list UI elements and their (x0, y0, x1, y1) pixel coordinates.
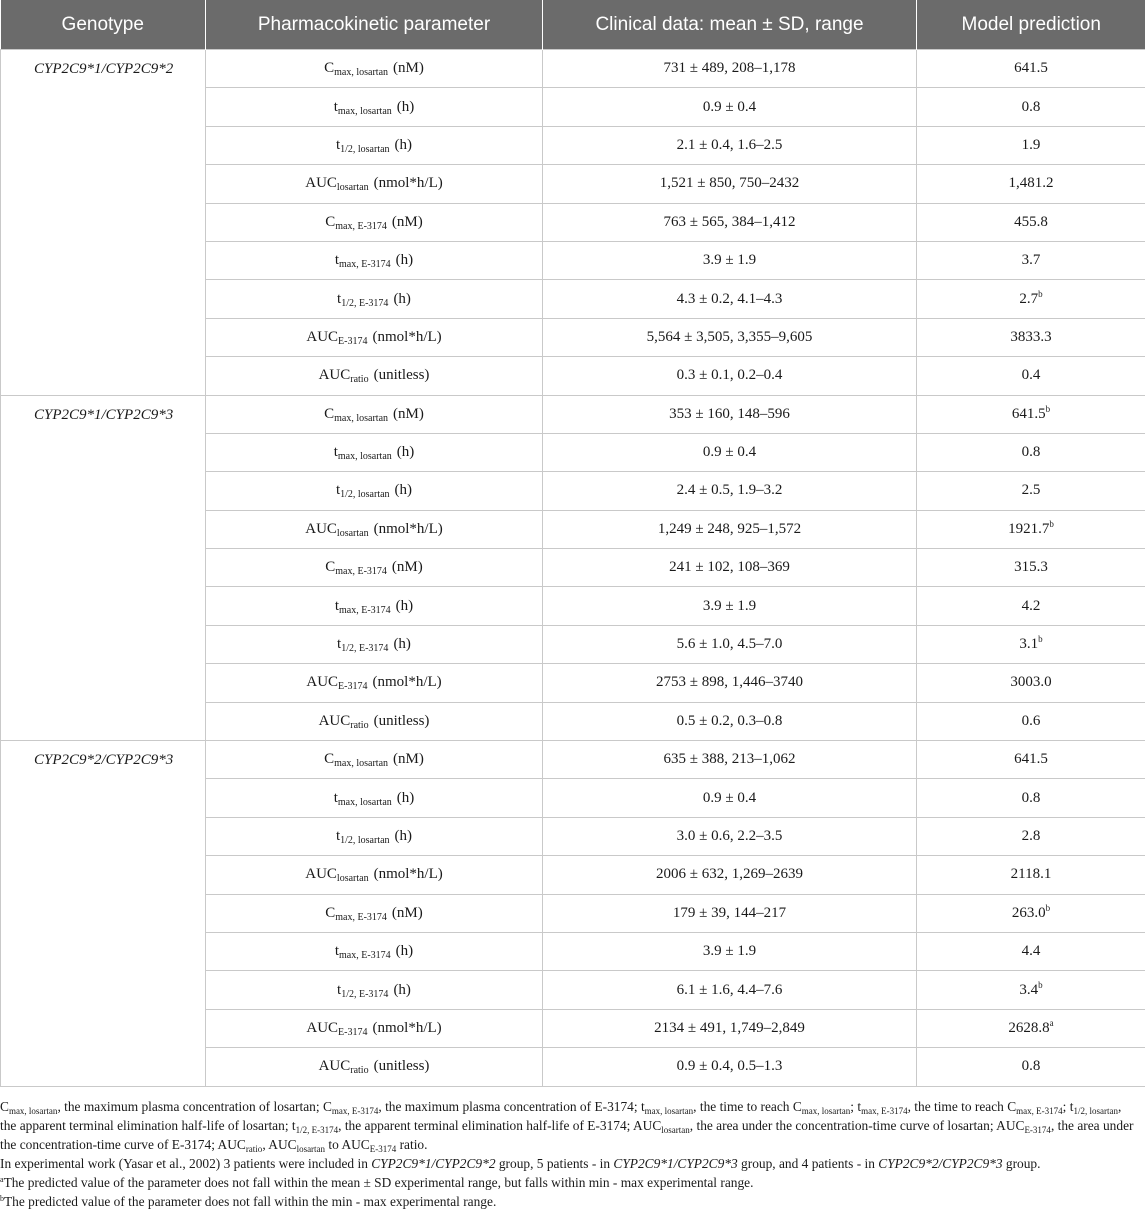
clinical-cell: 2.1 ± 0.4, 1.6–2.5 (543, 126, 917, 164)
clinical-cell: 3.9 ± 1.9 (543, 241, 917, 279)
prediction-value: 0.8 (1021, 789, 1041, 806)
parameter-symbol: C (325, 213, 336, 230)
abbreviations-note: $C_{max, losartan}$, the maximum plasma concentration of losartan; $C_{max, E-3174}$, the maximum plasma concentration of E-3174; $t_{max, losartan}$, the time to reach $C_{max, losartan}$; $t_{max, E-3174}$, the time to reach $C_{max, E-3174}$; $t_{1/2, losartan}$, the apparent terminal elimination half-life of losartan; $t_{1/2, E-3174}$, the apparent terminal elimination half-life of E-3174; $AUC_{losartan}$, the area under the concentration-time curve of losartan; $AUC_{E-3174}$, the area under the concentration-time curve of E-3174; $AUC_{ratio}$, $AUC_{losartan}$ to $AUC_{E-3174}$ ratio. (0, 1099, 1134, 1154)
parameter-subscript: max, E-3174 (339, 604, 391, 616)
parameter-subscript: 1/2, E-3174 (341, 297, 389, 309)
prediction-footnote-mark: b (1045, 902, 1051, 913)
parameter-unit: (nM) (393, 60, 424, 77)
parameter-symbol: AUC (318, 1058, 351, 1075)
header-prediction: Model prediction (917, 0, 1145, 50)
prediction-value: 2.7 (1019, 290, 1039, 307)
parameter-subscript: 1/2, E-3174 (341, 643, 389, 655)
parameter-symbol: AUC (306, 674, 339, 691)
prediction-cell (917, 817, 1145, 855)
parameter-subscript: max, E-3174 (339, 259, 391, 271)
prediction-value: 2118.1 (1010, 866, 1052, 883)
parameter-unit: (nmol*h/L) (373, 520, 443, 537)
parameter-unit: (h) (395, 597, 414, 614)
clinical-cell: 353 ± 160, 148–596 (543, 395, 917, 433)
parameter-subscript: 1/2, E-3174 (341, 988, 389, 1000)
parameter-cell (206, 664, 543, 702)
parameter-cell (206, 318, 543, 356)
parameter-unit: (nmol*h/L) (373, 866, 443, 883)
parameter-cell (206, 856, 543, 894)
parameter-symbol: t (334, 597, 339, 614)
parameter-unit: (h) (393, 981, 411, 998)
prediction-cell (917, 856, 1145, 894)
parameter-cell (206, 741, 543, 779)
parameter-cell (206, 88, 543, 126)
experimental-note: In experimental work (Yasar et al., 2002) 3 patients were included in CYP2C9*1/CYP2C9*2 group, 5 patients - in CYP2C9*1/CYP2C9*3 group, and 4 patients - in CYP2C9*2/CYP2C9*3 group. (0, 1156, 1041, 1171)
parameter-cell (206, 549, 543, 587)
parameter-symbol: AUC (305, 520, 337, 537)
clinical-cell: 5.6 ± 1.0, 4.5–7.0 (543, 625, 917, 663)
parameter-symbol: t (337, 636, 342, 653)
parameter-subscript: 1/2, losartan (340, 835, 390, 846)
parameter-subscript: max, E-3174 (335, 220, 387, 232)
prediction-value: 0.8 (1021, 98, 1041, 115)
parameter-cell (206, 702, 543, 740)
prediction-footnote-mark: b (1038, 288, 1043, 299)
prediction-cell (917, 433, 1145, 471)
parameter-symbol: t (337, 290, 342, 307)
clinical-cell: 2134 ± 491, 1,749–2,849 (543, 1009, 917, 1047)
parameter-subscript: max, losartan (334, 412, 389, 424)
parameter-cell (206, 357, 543, 395)
prediction-cell (917, 126, 1145, 164)
parameter-symbol: C (325, 559, 336, 576)
clinical-cell: 2006 ± 632, 1,269–2639 (543, 856, 917, 894)
parameter-cell (206, 395, 543, 433)
prediction-cell (917, 625, 1145, 663)
parameter-unit: (unitless) (373, 367, 430, 384)
parameter-subscript: max, E-3174 (339, 950, 391, 962)
parameter-symbol: AUC (305, 175, 337, 192)
parameter-subscript: max, E-3174 (335, 911, 387, 923)
parameter-subscript: losartan (336, 527, 369, 539)
parameter-subscript: E-3174 (338, 335, 368, 347)
prediction-value: 641.5 (1014, 751, 1048, 768)
prediction-footnote-mark: b (1038, 634, 1043, 645)
clinical-cell: 0.9 ± 0.4, 0.5–1.3 (543, 1048, 917, 1086)
prediction-value: 1.9 (1021, 136, 1041, 153)
prediction-value: 3833.3 (1010, 328, 1052, 345)
prediction-cell (917, 971, 1145, 1009)
prediction-cell (917, 779, 1145, 817)
clinical-cell: 5,564 ± 3,505, 3,355–9,605 (543, 318, 917, 356)
parameter-symbol: t (333, 444, 338, 461)
prediction-value: 2.8 (1021, 828, 1041, 844)
parameter-symbol: t (334, 252, 339, 269)
clinical-cell: 6.1 ± 1.6, 4.4–7.6 (543, 971, 917, 1009)
parameter-subscript: losartan (336, 182, 369, 194)
clinical-cell: 2753 ± 898, 1,446–3740 (543, 664, 917, 702)
clinical-cell: 3.0 ± 0.6, 2.2–3.5 (543, 817, 917, 855)
parameter-subscript: ratio (350, 1065, 369, 1077)
parameter-cell (206, 625, 543, 663)
clinical-cell: 241 ± 102, 108–369 (543, 549, 917, 587)
table-row (1, 50, 1145, 88)
prediction-value: 3.1 (1019, 636, 1039, 653)
parameter-unit: (h) (393, 290, 411, 307)
parameter-symbol: t (335, 136, 341, 153)
clinical-cell: 2.4 ± 0.5, 1.9–3.2 (543, 472, 917, 510)
parameter-unit: (h) (393, 636, 411, 653)
prediction-cell (917, 741, 1145, 779)
header-row (1, 0, 1145, 50)
clinical-cell: 763 ± 565, 384–1,412 (543, 203, 917, 241)
parameter-subscript: max, losartan (337, 105, 392, 117)
clinical-cell: 0.9 ± 0.4 (543, 433, 917, 471)
clinical-cell: 0.3 ± 0.1, 0.2–0.4 (543, 357, 917, 395)
prediction-value: 1,481.2 (1008, 175, 1054, 192)
clinical-cell: 1,521 ± 850, 750–2432 (543, 165, 917, 203)
table-footnotes (0, 1097, 1140, 1211)
prediction-cell (917, 664, 1145, 702)
parameter-cell (206, 241, 543, 279)
genotype-cell: CYP2C9*1/CYP2C9*2 (1, 50, 206, 396)
clinical-cell: 1,249 ± 248, 925–1,572 (543, 510, 917, 548)
prediction-cell (917, 357, 1145, 395)
clinical-cell: 0.5 ± 0.2, 0.3–0.8 (543, 702, 917, 740)
prediction-value: 4.2 (1021, 597, 1041, 614)
parameter-subscript: ratio (350, 719, 369, 731)
parameter-subscript: 1/2, losartan (340, 489, 390, 501)
parameter-symbol: AUC (318, 367, 351, 384)
parameter-symbol: t (333, 789, 338, 806)
clinical-cell: 3.9 ± 1.9 (543, 587, 917, 625)
prediction-value: 2.5 (1021, 482, 1041, 499)
parameter-cell (206, 779, 543, 817)
parameter-symbol: C (324, 751, 335, 768)
table-body (1, 50, 1145, 1087)
parameter-unit: (nM) (393, 405, 424, 422)
clinical-cell: 179 ± 39, 144–217 (543, 894, 917, 932)
parameter-unit: (nM) (391, 559, 423, 576)
parameter-unit: (h) (394, 828, 413, 844)
genotype-cell: CYP2C9*1/CYP2C9*3 (1, 395, 206, 741)
prediction-value: 3.4 (1019, 981, 1039, 998)
parameter-subscript: max, losartan (337, 796, 392, 808)
parameter-cell (206, 817, 543, 855)
table-row (1, 395, 1145, 433)
parameter-cell (206, 932, 543, 970)
prediction-value: 641.5 (1014, 60, 1048, 77)
parameter-subscript: E-3174 (338, 1026, 368, 1038)
prediction-cell (917, 702, 1145, 740)
prediction-cell (917, 472, 1145, 510)
parameter-unit: (unitless) (373, 712, 430, 729)
parameter-cell (206, 510, 543, 548)
prediction-value: 3003.0 (1010, 674, 1052, 691)
parameter-unit: (unitless) (373, 1058, 430, 1075)
parameter-cell (206, 280, 543, 318)
prediction-value: 0.8 (1021, 1058, 1041, 1075)
parameter-unit: (h) (395, 252, 414, 269)
header-parameter: Pharmacokinetic parameter (206, 0, 543, 50)
parameter-subscript: max, losartan (334, 758, 389, 770)
parameter-symbol: C (324, 405, 335, 422)
prediction-cell (917, 1048, 1145, 1086)
parameter-cell (206, 203, 543, 241)
prediction-cell (917, 241, 1145, 279)
prediction-cell (917, 88, 1145, 126)
parameter-cell (206, 472, 543, 510)
prediction-cell (917, 203, 1145, 241)
parameter-symbol: AUC (305, 866, 337, 883)
clinical-cell: 731 ± 489, 208–1,178 (543, 50, 917, 88)
footnote-b: $^b$The predicted value of the parameter does not fall within the min - max experimental range. (0, 1194, 497, 1209)
parameter-subscript: max, losartan (337, 451, 392, 463)
prediction-value: 4.4 (1021, 943, 1041, 960)
prediction-cell (917, 50, 1145, 88)
parameter-unit: (nM) (391, 213, 423, 230)
parameter-cell (206, 50, 543, 88)
parameter-symbol: t (334, 943, 339, 960)
prediction-cell (917, 894, 1145, 932)
table-row (1, 741, 1145, 779)
header-clinical: Clinical data: mean ± SD, range (543, 0, 917, 50)
parameter-symbol: C (325, 904, 336, 921)
prediction-value: 2628.8 (1008, 1019, 1050, 1036)
parameter-cell (206, 587, 543, 625)
prediction-value: 3.7 (1021, 252, 1041, 269)
prediction-cell (917, 549, 1145, 587)
prediction-value: 0.6 (1021, 712, 1041, 729)
parameter-subscript: max, losartan (334, 67, 389, 79)
parameter-symbol: t (337, 981, 342, 998)
parameter-symbol: t (335, 482, 341, 499)
parameter-cell (206, 1048, 543, 1086)
parameter-cell (206, 971, 543, 1009)
parameter-cell (206, 165, 543, 203)
prediction-cell (917, 318, 1145, 356)
parameter-symbol: AUC (306, 328, 339, 345)
parameter-unit: (nmol*h/L) (372, 328, 442, 345)
parameter-unit: (h) (395, 943, 414, 960)
prediction-value: 1921.7 (1008, 520, 1050, 537)
parameter-subscript: 1/2, losartan (340, 143, 390, 155)
prediction-value: 315.3 (1014, 559, 1048, 576)
parameter-subscript: max, E-3174 (335, 566, 387, 578)
prediction-cell (917, 395, 1145, 433)
parameter-cell (206, 126, 543, 164)
clinical-cell: 4.3 ± 0.2, 4.1–4.3 (543, 280, 917, 318)
prediction-value: 641.5 (1011, 405, 1046, 422)
parameter-symbol: t (333, 98, 338, 115)
prediction-cell (917, 280, 1145, 318)
parameter-cell (206, 1009, 543, 1047)
parameter-unit: (nmol*h/L) (373, 175, 443, 192)
prediction-cell (917, 932, 1145, 970)
prediction-value: 0.8 (1021, 444, 1041, 461)
clinical-cell: 0.9 ± 0.4 (543, 88, 917, 126)
prediction-footnote-mark: a (1049, 1017, 1054, 1028)
parameter-subscript: losartan (336, 873, 369, 885)
parameter-unit: (nM) (393, 751, 424, 768)
parameter-symbol: t (335, 828, 341, 844)
prediction-footnote-mark: b (1038, 979, 1043, 990)
parameter-unit: (h) (394, 482, 413, 499)
genotype-cell: CYP2C9*2/CYP2C9*3 (1, 741, 206, 1087)
footnote-a: $^a$The predicted value of the parameter does not fall within the mean ± SD experimental range, but falls within min - max experimental range. (0, 1175, 754, 1190)
parameter-subscript: E-3174 (338, 681, 368, 693)
parameter-cell (206, 894, 543, 932)
parameter-unit: (h) (396, 444, 415, 461)
prediction-value: 455.8 (1014, 213, 1048, 230)
prediction-value: 0.4 (1021, 367, 1041, 384)
parameter-symbol: AUC (318, 712, 351, 729)
prediction-cell (917, 587, 1145, 625)
parameter-unit: (nM) (391, 904, 423, 921)
prediction-value: 263.0 (1011, 904, 1046, 921)
prediction-cell (917, 1009, 1145, 1047)
prediction-cell (917, 165, 1145, 203)
clinical-cell: 635 ± 388, 213–1,062 (543, 741, 917, 779)
prediction-footnote-mark: b (1049, 518, 1054, 529)
clinical-cell: 3.9 ± 1.9 (543, 932, 917, 970)
parameter-unit: (h) (396, 789, 415, 806)
parameter-unit: (h) (394, 136, 413, 153)
prediction-cell (917, 510, 1145, 548)
parameter-unit: (nmol*h/L) (372, 674, 442, 691)
parameter-symbol: C (324, 60, 335, 77)
clinical-cell: 0.9 ± 0.4 (543, 779, 917, 817)
parameter-subscript: ratio (350, 374, 369, 386)
prediction-footnote-mark: b (1045, 403, 1051, 414)
parameter-cell (206, 433, 543, 471)
parameter-unit: (h) (396, 98, 415, 115)
parameter-unit: (nmol*h/L) (372, 1019, 442, 1036)
header-genotype: Genotype (1, 0, 206, 50)
parameter-symbol: AUC (306, 1019, 339, 1036)
